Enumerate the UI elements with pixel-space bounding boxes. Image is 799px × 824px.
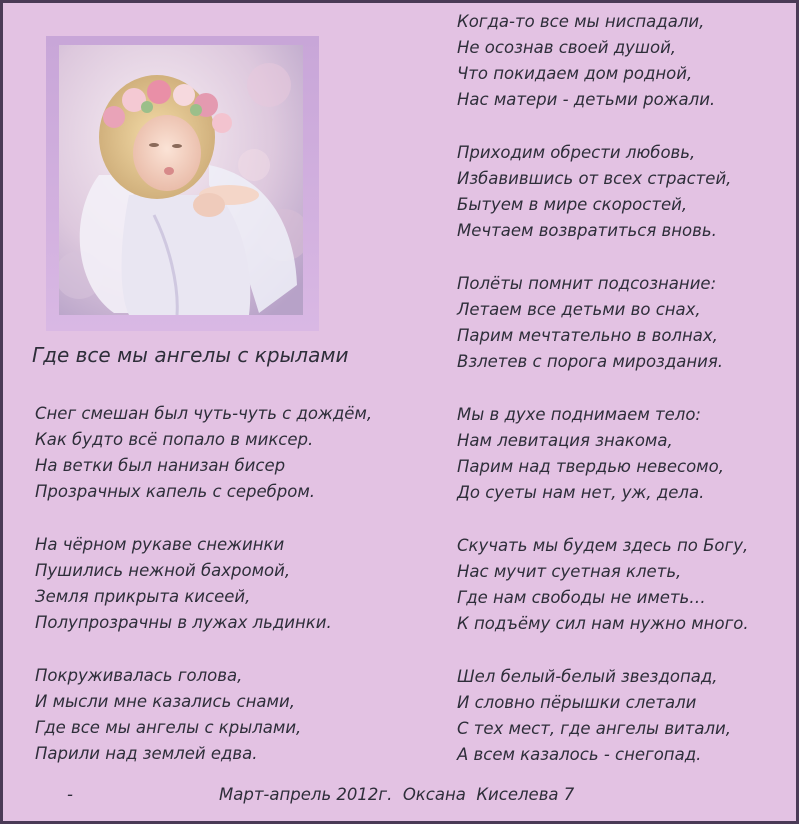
footer-text: Март-апрель 2012г. Оксана Киселева 7 (219, 785, 575, 804)
poem-line: С тех мест, где ангелы витали, (457, 719, 732, 738)
stanza (457, 271, 749, 375)
poem-line: И мысли мне казались снами, (35, 692, 295, 711)
poem-line: А всем казалось - снегопад. (457, 745, 702, 764)
poem-line: Нас мучит суетная клеть, (457, 562, 682, 581)
poem-line: Полёты помнит подсознание: (457, 274, 717, 293)
poem-title: Где все мы ангелы с крылами (32, 343, 349, 367)
poem-line: Приходим обрести любовь, (457, 143, 696, 162)
poem-line: Летаем все детьми во снах, (457, 300, 701, 319)
poem-line: Прозрачных капель с серебром. (35, 482, 316, 501)
illustration-frame (46, 36, 319, 331)
poem-line: Что покидаем дом родной, (457, 64, 693, 83)
poem-line: Взлетев с порога мироздания. (457, 352, 724, 371)
poem-line: Парим над твердью невесомо, (457, 457, 724, 476)
poem-line: Нам левитация знакома, (457, 431, 673, 450)
stanza (457, 664, 749, 768)
poem-line: На чёрном рукаве снежинки (35, 535, 285, 554)
poem-line: Шел белый-белый звездопад, (457, 667, 718, 686)
poem-line: Снег смешан был чуть-чуть с дождём, (35, 404, 373, 423)
poem-line: Нас матери - детьми рожали. (457, 90, 716, 109)
poem-right-column (457, 9, 749, 795)
poem-line: Где нам свободы не иметь… (457, 588, 706, 607)
poem-line: Бытуем в мире скоростей, (457, 195, 688, 214)
poem-line: До суеты нам нет, уж, дела. (457, 483, 705, 502)
poem-line: На ветки был нанизан бисер (35, 456, 286, 475)
poem-line: И словно пёрышки слетали (457, 693, 697, 712)
stanza (457, 140, 749, 244)
angel-illustration (59, 45, 303, 315)
poem-line: Не осознав своей душой, (457, 38, 677, 57)
stanza (35, 401, 372, 505)
poem-line: Мечтаем возвратиться вновь. (457, 221, 717, 240)
poem-line: К подъёму сил нам нужно много. (457, 614, 749, 633)
stanza (457, 402, 749, 506)
footer-dash: - (67, 785, 73, 804)
poem-line: Избавившись от всех страстей, (457, 169, 732, 188)
poem-line: Как будто всё попало в миксер. (35, 430, 314, 449)
footer-signature (67, 785, 574, 804)
poem-line: Парим мечтательно в волнах, (457, 326, 718, 345)
poem-line: Пушились нежной бахромой, (35, 561, 291, 580)
stanza (35, 663, 372, 767)
poem-left-column (35, 401, 372, 794)
poem-line: Полупрозрачны в лужах льдинки. (35, 613, 332, 632)
poem-line: Когда-то все мы ниспадали, (457, 12, 705, 31)
poem-line: Мы в духе поднимаем тело: (457, 405, 701, 424)
poem-line: Скучать мы будем здесь по Богу, (457, 536, 749, 555)
stanza (457, 9, 749, 113)
poem-line: Парили над землей едва. (35, 744, 258, 763)
stanza (457, 533, 749, 637)
stanza (35, 532, 372, 636)
angel-drawing (59, 45, 303, 315)
poem-line: Земля прикрыта кисеей, (35, 587, 251, 606)
poem-line: Покруживалась голова, (35, 666, 243, 685)
poem-line: Где все мы ангелы с крылами, (35, 718, 302, 737)
